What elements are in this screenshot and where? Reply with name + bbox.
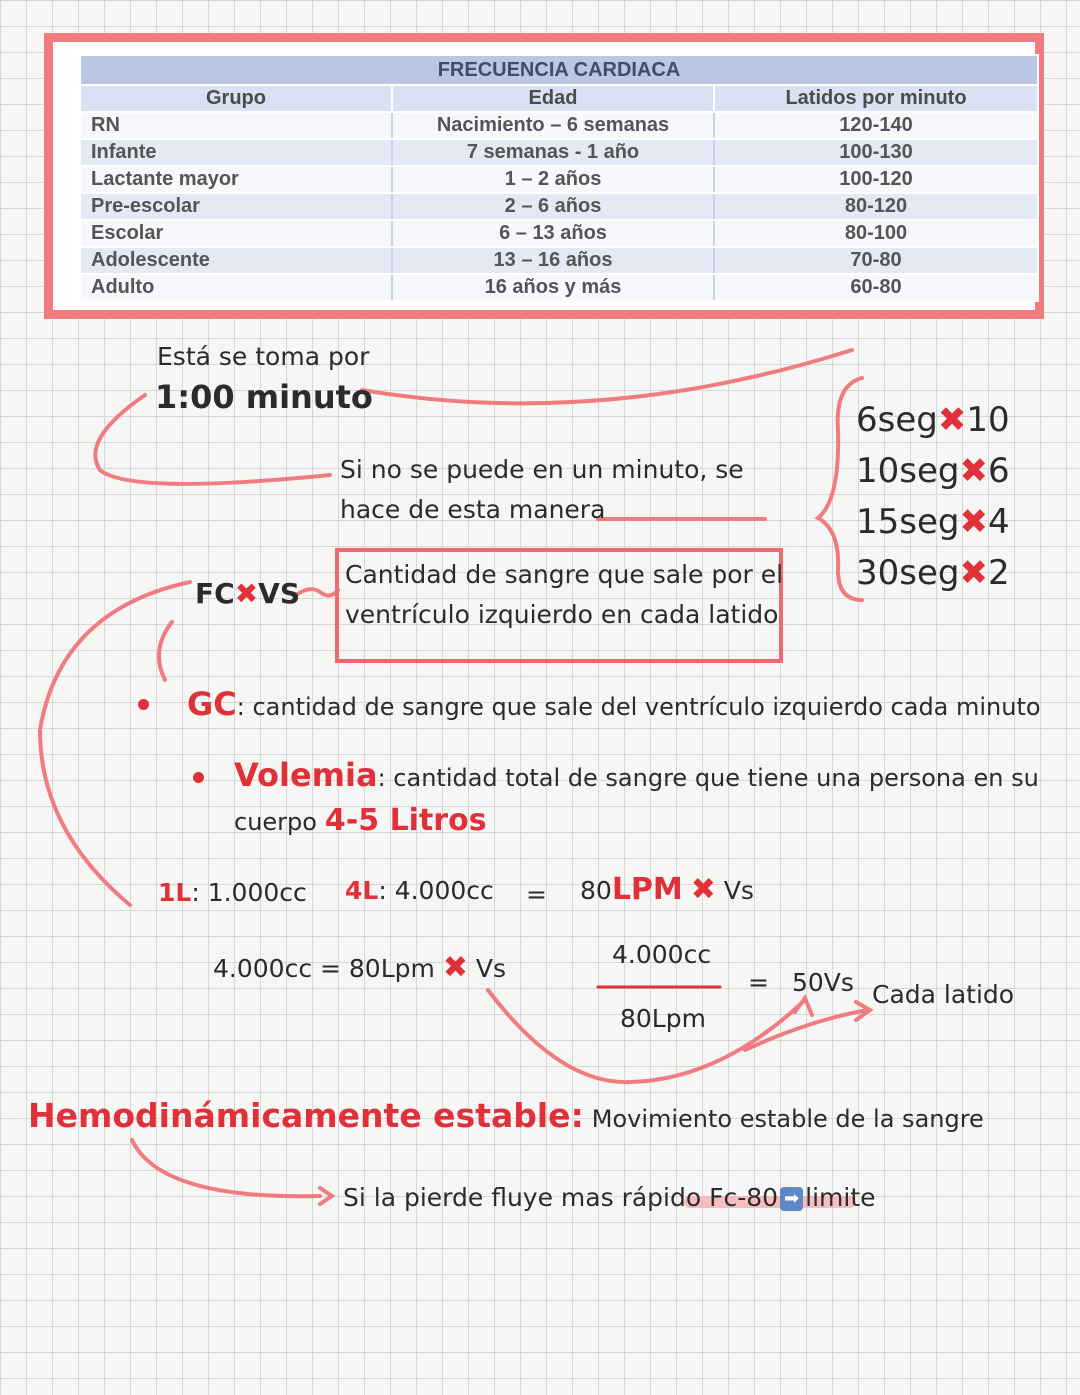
table-title: FRECUENCIA CARDIACA [80, 55, 1038, 85]
times-icon: ✖ [959, 553, 988, 593]
column-header-bpm: Latidos por minuto [714, 85, 1038, 112]
four-liter-conversion: 4L: 4.000cc [345, 876, 494, 905]
table-cell-age: 16 años y más [392, 274, 714, 301]
table-cell-bpm: 80-120 [714, 193, 1038, 220]
stroke-volume-line-2: ventrículo izquierdo en cada latido [345, 600, 779, 629]
result-note: Cada latido [872, 980, 1015, 1009]
table-cell-bpm: 70-80 [714, 247, 1038, 274]
times-icon: ✖ [690, 872, 716, 907]
multiplier-list [856, 395, 1010, 599]
bullet-dot [138, 699, 149, 710]
table-cell-age: 7 semanas - 1 año [392, 139, 714, 166]
multiplier-item: 6seg✖10 [856, 400, 1010, 440]
one-liter-conversion: 1L: 1.000cc [158, 878, 307, 907]
connector-line [745, 1010, 868, 1050]
stable-definition: Hemodinámicamente estable: Movimiento estable de la sangre [28, 1096, 984, 1135]
gc-definition: GC: cantidad de sangre que sale del ventrículo izquierdo cada minuto [187, 685, 1041, 723]
table-cell-group: Adulto [80, 274, 392, 301]
volemia-definition-2: cuerpo 4-5 Litros [234, 803, 487, 838]
table-cell-group: RN [80, 112, 392, 139]
column-header-group: Grupo [80, 85, 392, 112]
arrow-head-icon [795, 998, 812, 1015]
table-cell-age: 2 – 6 años [392, 193, 714, 220]
table-cell-bpm: 60-80 [714, 274, 1038, 301]
table-cell-bpm: 80-100 [714, 220, 1038, 247]
table-cell-age: 13 – 16 años [392, 247, 714, 274]
result-equals: = [748, 968, 769, 997]
result-value: 50Vs [792, 968, 854, 997]
table-cell-bpm: 100-120 [714, 166, 1038, 193]
table-cell-age: Nacimiento – 6 semanas [392, 112, 714, 139]
fraction-numerator: 4.000cc [612, 940, 712, 969]
column-header-age: Edad [392, 85, 714, 112]
table-cell-group: Adolescente [80, 247, 392, 274]
connector-line [132, 1140, 320, 1196]
alt-measure-line-2: hace de esta manera [340, 495, 606, 524]
connector-line [362, 350, 852, 403]
measure-line-1: Está se toma por [157, 342, 370, 371]
stable-note: Si la pierde fluye mas rápido Fc-80 ➡ limite [343, 1183, 876, 1212]
multiplier-item: 30seg✖2 [856, 553, 1010, 593]
right-arrow-icon: ➡ [780, 1187, 803, 1211]
connector-line [296, 589, 338, 595]
table-cell-group: Escolar [80, 220, 392, 247]
stable-term: Hemodinámicamente estable [28, 1096, 571, 1135]
gc-term: GC [187, 685, 237, 723]
volemia-term: Volemia [234, 756, 378, 794]
equals-sign: = [526, 880, 547, 909]
table-cell-group: Infante [80, 139, 392, 166]
volemia-definition: Volemia: cantidad total de sangre que tiene una persona en su [234, 756, 1039, 794]
times-icon: ✖ [442, 950, 468, 985]
multiplier-item: 15seg✖4 [856, 502, 1010, 542]
connector-line [159, 622, 172, 680]
table-cell-group: Pre-escolar [80, 193, 392, 220]
bullet-dot [193, 772, 204, 783]
times-icon: ✖ [959, 502, 988, 542]
table-cell-age: 6 – 13 años [392, 220, 714, 247]
bpm-times-vs: 80LPM ✖ Vs [580, 872, 754, 907]
fc-vs-formula: FC✖VS [195, 577, 300, 610]
table-cell-age: 1 – 2 años [392, 166, 714, 193]
table-cell-bpm: 120-140 [714, 112, 1038, 139]
volemia-amount: 4-5 Litros [324, 803, 487, 838]
table-cell-group: Lactante mayor [80, 166, 392, 193]
alt-measure-line-1: Si no se puede en un minuto, se [340, 455, 744, 484]
times-icon: ✖ [234, 577, 259, 610]
multiplier-item: 10seg✖6 [856, 451, 1010, 491]
measure-line-2: 1:00 minuto [155, 378, 373, 416]
times-icon: ✖ [937, 400, 967, 440]
fraction-denominator: 80Lpm [620, 1004, 706, 1033]
equation-line-2: 4.000cc = 80Lpm ✖ Vs [213, 950, 507, 985]
stroke-volume-line-1: Cantidad de sangre que sale por el [345, 560, 784, 589]
table-cell-bpm: 100-130 [714, 139, 1038, 166]
times-icon: ✖ [959, 451, 988, 491]
